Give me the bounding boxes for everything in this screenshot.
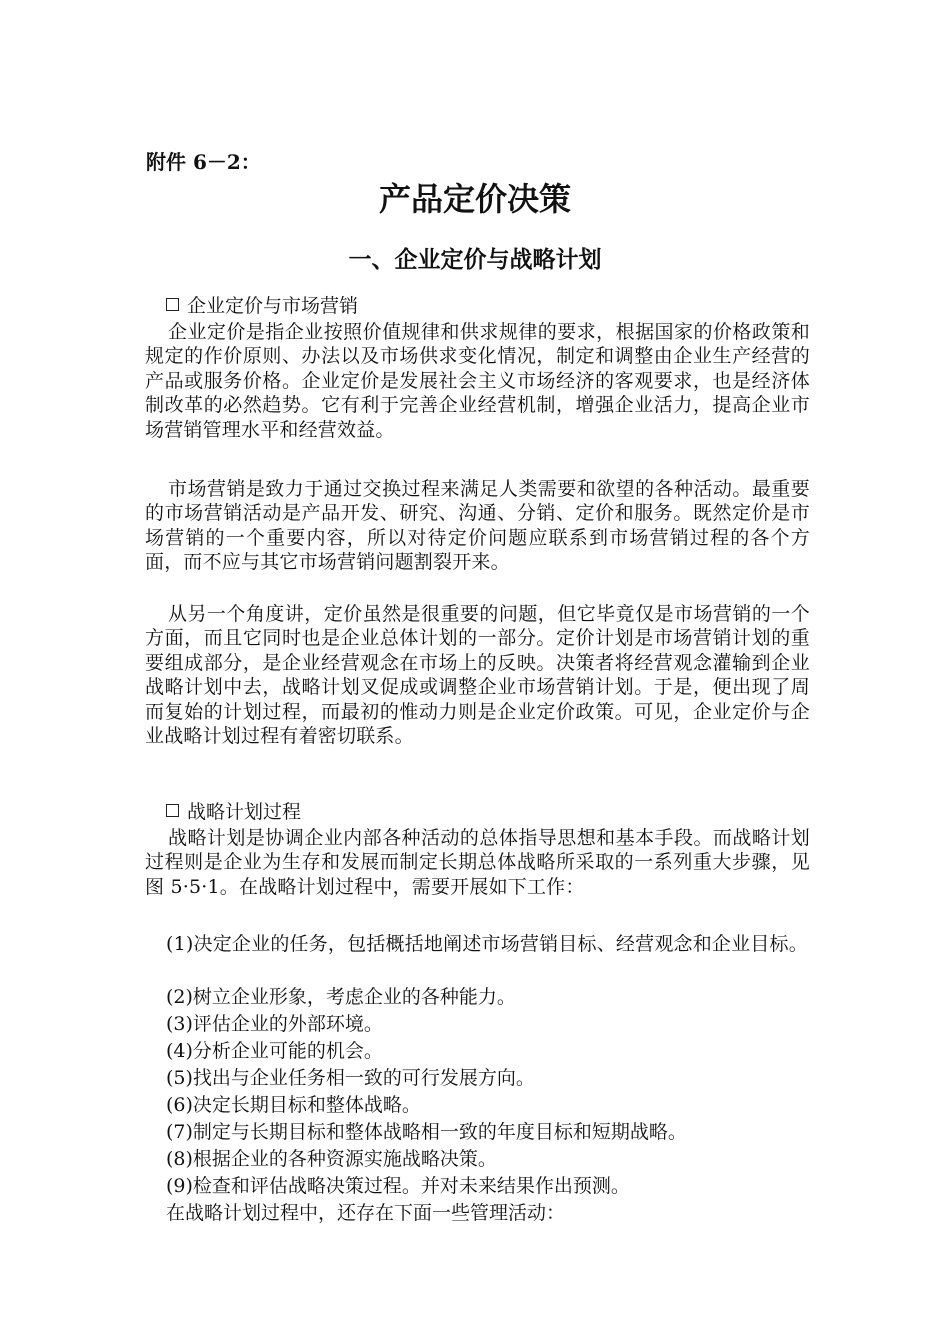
subsection-heading-strategic-planning — [166, 800, 301, 824]
list-item: (8)根据企业的各种资源实施战略决策。 — [166, 1148, 497, 1170]
list-item: (1)决定企业的任务，包括概括地阐述市场营销目标、经营观念和企业目标。 — [166, 933, 808, 955]
list-item: (2)树立企业形象，考虑企业的各种能力。 — [166, 986, 516, 1008]
section-heading: 一、企业定价与战略计划 — [348, 246, 602, 273]
list-item: (7)制定与长期目标和整体战略相一致的年度目标和短期战略。 — [166, 1121, 687, 1143]
list-item: (3)评估企业的外部环境。 — [166, 1013, 383, 1035]
list-item: (5)找出与企业任务相一致的可行发展方向。 — [166, 1067, 535, 1089]
subsection-heading-text: 战略计划过程 — [187, 801, 302, 823]
paragraph: 市场营销是致力于通过交换过程来满足人类需要和欲望的各种活动。最重要的市场营销活动是产品开发、研究、沟通、分销、定价和服务。既然定价是市场营销的一个重要内容，所以对待定价问题应联系到市场营销过程的各个方面，而不应与其它市场营销问题割裂开来。 — [145, 478, 810, 574]
paragraph: 从另一个角度讲，定价虽然是很重要的问题，但它毕竟仅是市场营销的一个方面，而且它同时也是企业总体计划的一部分。定价计划是市场营销计划的重要组成部分，是企业经营观念在市场上的反映。决策者将经营观念灌输到企业战略计划中去，战略计划叉促成或调整企业市场营销计划。于是，便出现了周而复始的计划过程，而最初的惟动力则是企业定价政策。可见，企业定价与企业战略计划过程有着密切联系。 — [145, 603, 810, 748]
checkbox-icon — [166, 298, 179, 311]
subsection-heading-text: 企业定价与市场营销 — [187, 295, 359, 317]
checkbox-icon — [166, 804, 179, 817]
list-item: (9)检查和评估战略决策过程。并对未来结果作出预测。 — [166, 1175, 630, 1197]
paragraph: 企业定价是指企业按照价值规律和供求规律的要求，根据国家的价格政策和规定的作价原则、办法以及市场供求变化情况，制定和调整由企业生产经营的产品或服务价格。企业定价是发展社会主义市场经济的客观要求，也是经济体制改革的必然趋势。它有利于完善企业经营机制，增强企业活力，提高企业市场营销管理水平和经营效益。 — [145, 321, 810, 441]
paragraph: 战略计划是协调企业内部各种活动的总体指导思想和基本手段。而战略计划过程则是企业为生存和发展而制定长期总体战略所采取的一系列重大步骤，见图 5·5·1。在战略计划过程中，需要开展如下工作： — [145, 827, 810, 898]
list-item: (4)分析企业可能的机会。 — [166, 1040, 383, 1062]
attachment-label: 附件 6－2： — [146, 150, 261, 174]
paragraph: 在战略计划过程中，还存在下面一些管理活动： — [166, 1202, 566, 1224]
document-title: 产品定价决策 — [378, 180, 571, 218]
subsection-heading-pricing-marketing — [166, 294, 358, 318]
list-item: (6)决定长期目标和整体战略。 — [166, 1094, 421, 1116]
